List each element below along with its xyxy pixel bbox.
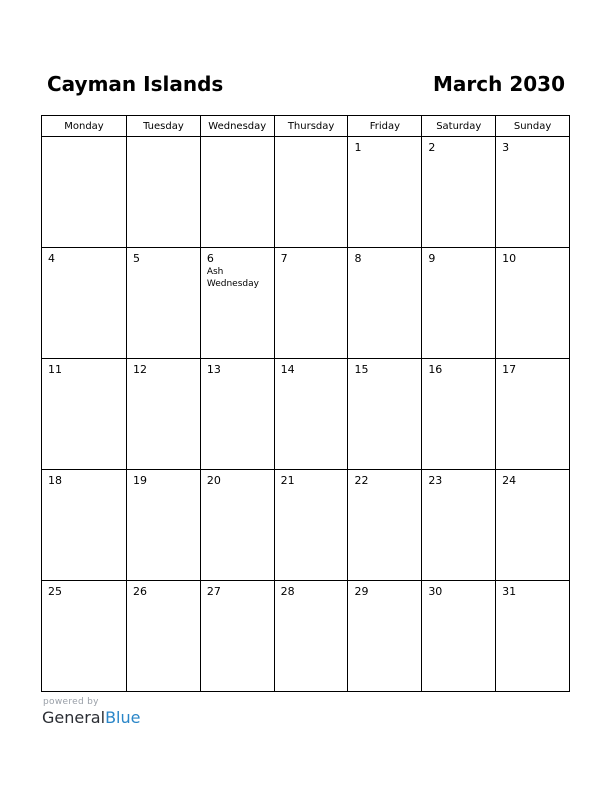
day-number: 14	[280, 363, 295, 376]
day-number: 30	[428, 585, 443, 598]
day-number: 19	[133, 474, 147, 487]
week-row-4	[42, 470, 570, 581]
day-number: 27	[206, 585, 221, 598]
day-cell	[274, 359, 348, 470]
week-row-3	[42, 359, 570, 470]
day-number: 11	[48, 363, 62, 376]
weekday-saturday: Saturday	[422, 116, 496, 137]
day-number: 2	[428, 141, 436, 154]
day-number: 25	[48, 585, 62, 598]
week-row-5	[42, 581, 570, 692]
day-number: 4	[48, 252, 55, 265]
day-number	[275, 137, 348, 141]
day-cell	[496, 470, 570, 581]
weekday-tuesday: Tuesday	[127, 116, 201, 137]
day-cell	[422, 137, 496, 248]
day-cell	[127, 137, 201, 248]
day-cell	[42, 359, 127, 470]
day-cell	[127, 470, 201, 581]
day-cell	[422, 359, 496, 470]
day-cell	[496, 359, 570, 470]
day-number: 8	[354, 252, 362, 265]
day-number: 23	[428, 474, 443, 487]
day-number: 16	[428, 363, 443, 376]
weekday-sunday: Sunday	[496, 116, 570, 137]
weekday-thursday: Thursday	[274, 116, 348, 137]
day-number: 17	[502, 363, 517, 376]
day-number: 6	[206, 252, 214, 265]
day-cell	[496, 137, 570, 248]
day-number: 7	[280, 252, 288, 265]
day-cell	[422, 248, 496, 359]
day-number: 5	[133, 252, 140, 265]
day-cell	[274, 470, 348, 581]
day-cell	[274, 581, 348, 692]
weekday-monday: Monday	[42, 116, 127, 137]
day-number: 13	[206, 363, 221, 376]
weekday-wednesday: Wednesday	[200, 116, 274, 137]
day-cell	[200, 137, 274, 248]
day-cell	[200, 470, 274, 581]
day-number: 10	[502, 252, 517, 265]
day-cell	[348, 359, 422, 470]
day-cell	[422, 470, 496, 581]
day-cell	[200, 581, 274, 692]
day-number: 20	[206, 474, 221, 487]
day-cell	[348, 248, 422, 359]
day-number: 18	[48, 474, 62, 487]
day-number: 22	[354, 474, 369, 487]
day-cell	[42, 581, 127, 692]
day-number: 15	[354, 363, 369, 376]
day-cell	[422, 581, 496, 692]
weekday-header-row	[42, 116, 570, 137]
day-number: 28	[280, 585, 295, 598]
day-number	[42, 137, 126, 141]
day-number: 24	[502, 474, 517, 487]
brand-general-text: General	[42, 708, 106, 727]
region-title: Cayman Islands	[47, 72, 224, 96]
day-cell	[348, 470, 422, 581]
day-number: 26	[133, 585, 147, 598]
week-row-1	[42, 137, 570, 248]
day-number: 21	[280, 474, 295, 487]
day-cell	[274, 137, 348, 248]
day-number: 12	[133, 363, 147, 376]
day-cell	[200, 359, 274, 470]
weekday-friday: Friday	[348, 116, 422, 137]
day-cell	[348, 581, 422, 692]
day-number	[127, 137, 200, 141]
generalblue-logo[interactable]	[42, 708, 140, 728]
day-cell	[274, 248, 348, 359]
day-number: 31	[502, 585, 517, 598]
day-cell	[42, 248, 127, 359]
day-cell	[348, 137, 422, 248]
brand-blue-text: Blue	[105, 708, 141, 727]
month-year-title: March 2030	[433, 72, 565, 96]
day-cell	[42, 470, 127, 581]
day-number: 29	[354, 585, 369, 598]
day-cell	[42, 137, 127, 248]
holiday-label: Ash Wednesday	[206, 267, 259, 289]
day-cell	[127, 248, 201, 359]
day-cell	[496, 581, 570, 692]
day-number	[201, 137, 274, 141]
calendar-grid	[41, 115, 570, 692]
day-cell	[127, 581, 201, 692]
day-cell	[200, 248, 274, 359]
day-number: 1	[354, 141, 362, 154]
day-cell	[496, 248, 570, 359]
week-row-2	[42, 248, 570, 359]
day-cell	[127, 359, 201, 470]
day-number: 3	[502, 141, 510, 154]
powered-by-text: powered by	[43, 697, 99, 707]
day-number: 9	[428, 252, 436, 265]
